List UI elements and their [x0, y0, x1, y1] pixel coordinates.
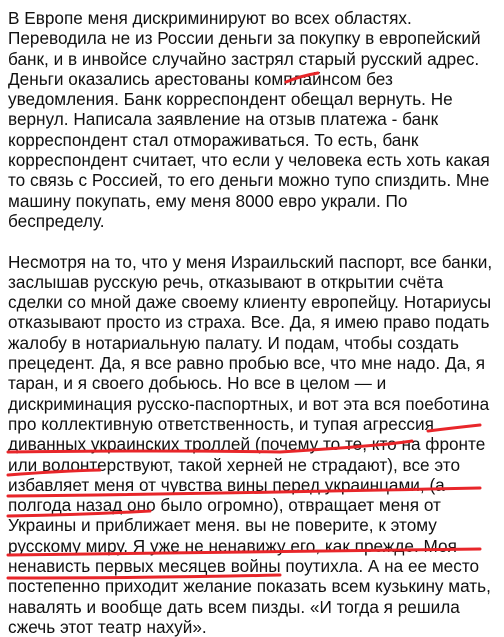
- paragraph-1: В Европе меня дискриминируют во всех областях. Переводила не из России деньги за покупку в европейский банк, и в инвойсе случайно застрял старый русский адрес. Деньги оказались арестованы комплайнсом без уведомления. Банк корреспондент обещал вернуть. Не вернул. Написала заявление на отзыв платежа - банк корреспондент стал отмораживаться. То есть, банк корреспондент считает, что если у человека есть хоть какая то связь с Россией, то его деньги можно тупо спиздить. Мне машину покупать, ему меня 8000 евро украли. По беспределу.: [8, 8, 490, 231]
- paragraph-2: Несмотря на то, что у меня Израильский паспорт, все банки, заслышав русскую речь, отказывают в открытии счёта сделки со мной даже своему клиенту европейцу. Нотариусы отказывают просто из страха. Все. Да, я имею право подать жалобу в нотариальную палату. И подам, чтобы создать прецедент. Да, я все равно пробью все, что мне надо. Да, я таран, и я своего добьюсь. Но все в целом — и дискриминация русско-паспортных, и вот эта вся поеботина про коллективную ответственность, и тупая агрессия диванных украинских троллей (почему то те, кто на фронте или волонтерствуют, такой херней не страдают), все это избавляет меня от чувства вины перед украинцами, (а полгода назад оно было огромно), отвращает меня от Украины и приближает меня. вы не поверите, к этому русскому миру. Я уже не ненавижу его, как прежде. Моя ненависть первых месяцев войны поутихла. А на ее место постепенно приходит желание показать всем кузькину мать, навалять и вообще дать всем пизды. «И тогда я решила сжечь этот театр нахуй».: [8, 251, 493, 637]
- post-text: [8, 8, 502, 637]
